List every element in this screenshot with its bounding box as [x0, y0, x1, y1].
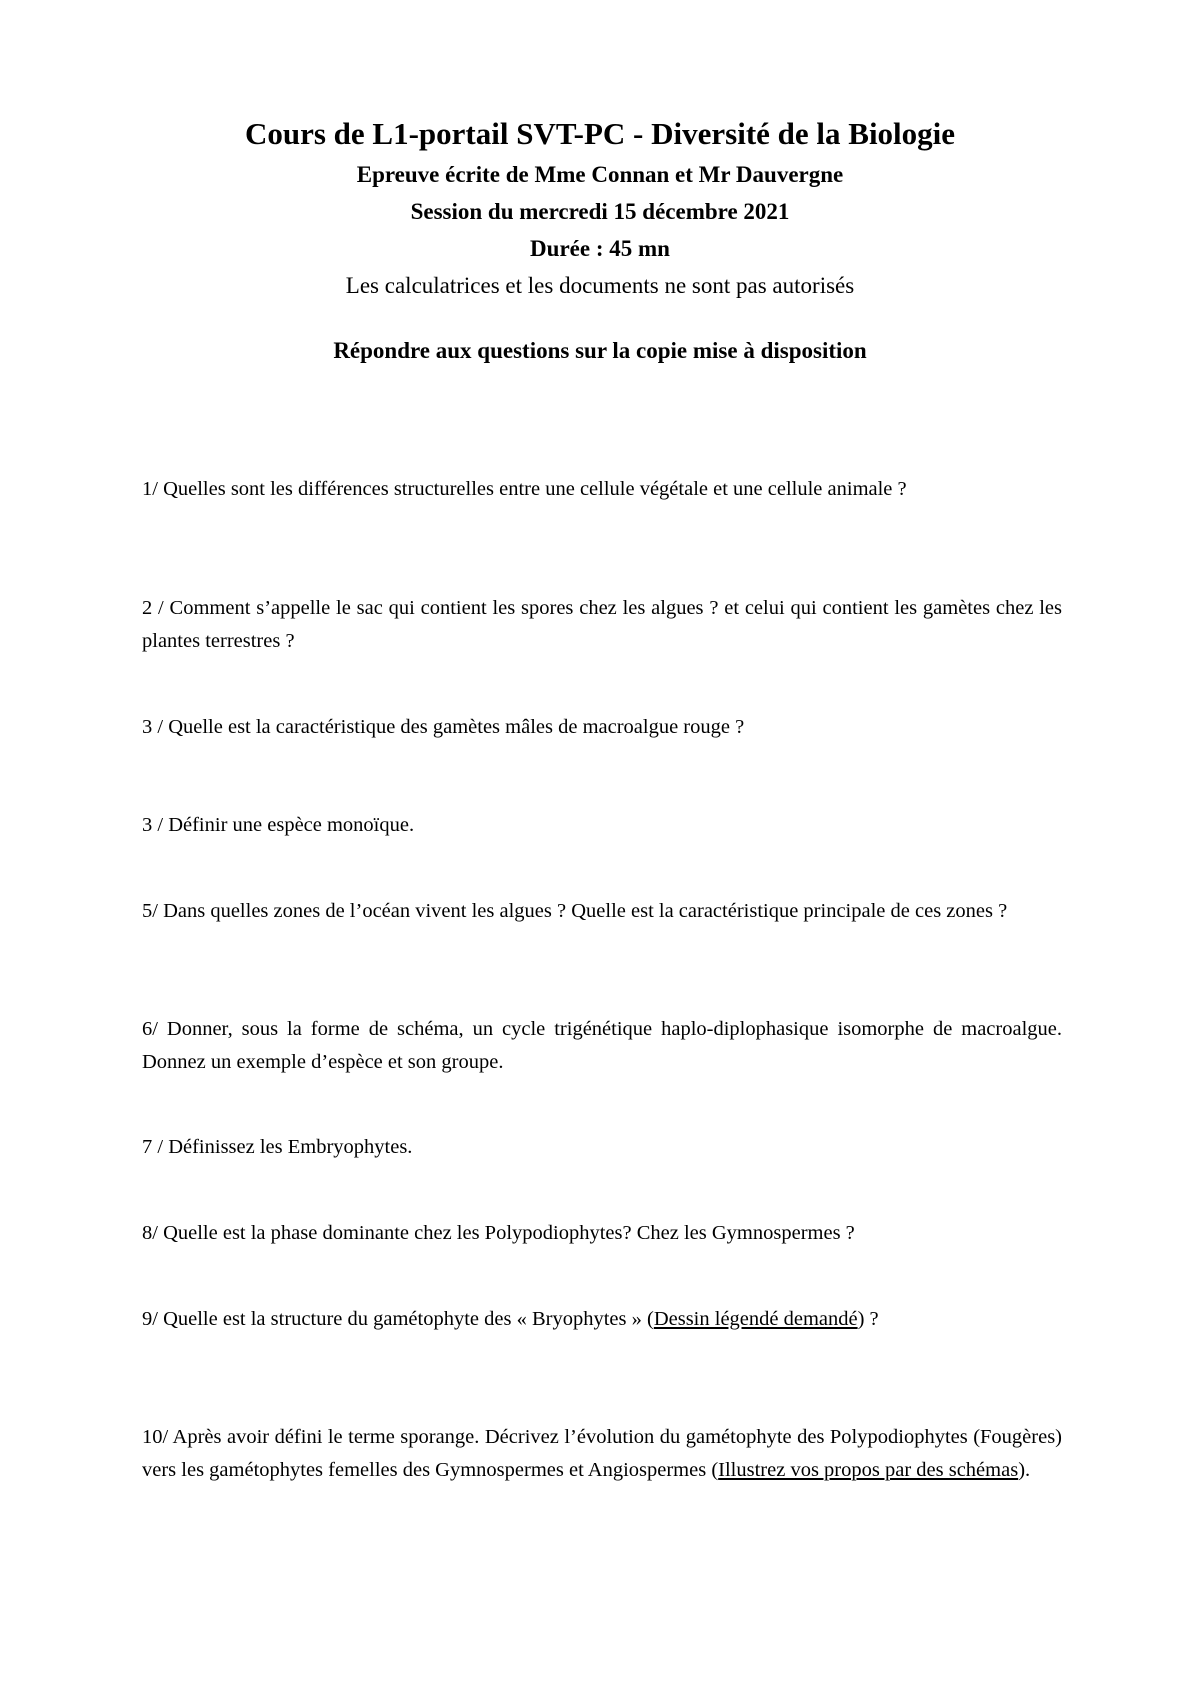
examiners-line: Epreuve écrite de Mme Connan et Mr Dauvergne	[356, 162, 844, 187]
question-9	[142, 1303, 1062, 1336]
answer-instruction: Répondre aux questions sur la copie mise à disposition	[333, 338, 867, 363]
question-10	[142, 1421, 1062, 1487]
question-10-text: 10/ Après avoir défini le terme sporange. Décrivez l’évolution du gamétophyte des Polypodiophytes (Fougères) vers les gamétophytes femelles des Gymnospermes et Angiospermes (	[142, 1425, 1062, 1481]
exam-header	[140, 112, 1060, 369]
course-title: Cours de L1-portail SVT-PC - Diversité de la Biologie	[244, 116, 956, 151]
question-5: 5/ Dans quelles zones de l’océan vivent les algues ? Quelle est la caractéristique principale de ces zones ?	[142, 899, 1008, 922]
question-9-text: 9/ Quelle est la structure du gamétophyte des « Bryophytes » (	[142, 1307, 654, 1330]
question-10-underlined: Illustrez vos propos par des schémas	[718, 1458, 1019, 1481]
question-7: 7 / Définissez les Embryophytes.	[142, 1135, 413, 1158]
question-6: 6/ Donner, sous la forme de schéma, un cycle trigénétique haplo-diplophasique isomorphe de macroalgue. Donnez un exemple d’espèce et son groupe.	[142, 1017, 1062, 1073]
question-9-underlined: Dessin légendé demandé	[653, 1307, 858, 1330]
exam-duration: Durée : 45 mn	[530, 236, 670, 261]
question-3: 3 / Quelle est la caractéristique des gamètes mâles de macroalgue rouge ?	[142, 715, 745, 738]
question-9-end: ) ?	[857, 1307, 879, 1330]
question-1: 1/ Quelles sont les différences structurelles entre une cellule végétale et une cellule animale ?	[142, 477, 907, 500]
exam-rules: Les calculatrices et les documents ne sont pas autorisés	[345, 273, 855, 298]
question-4: 3 / Définir une espèce monoïque.	[142, 813, 415, 836]
question-2: 2 / Comment s’appelle le sac qui contient les spores chez les algues ? et celui qui contient les gamètes chez les plantes terrestres ?	[142, 596, 1062, 652]
session-date: Session du mercredi 15 décembre 2021	[410, 199, 790, 224]
question-8: 8/ Quelle est la phase dominante chez les Polypodiophytes? Chez les Gymnospermes ?	[142, 1221, 855, 1244]
question-10-end: ).	[1018, 1458, 1031, 1481]
